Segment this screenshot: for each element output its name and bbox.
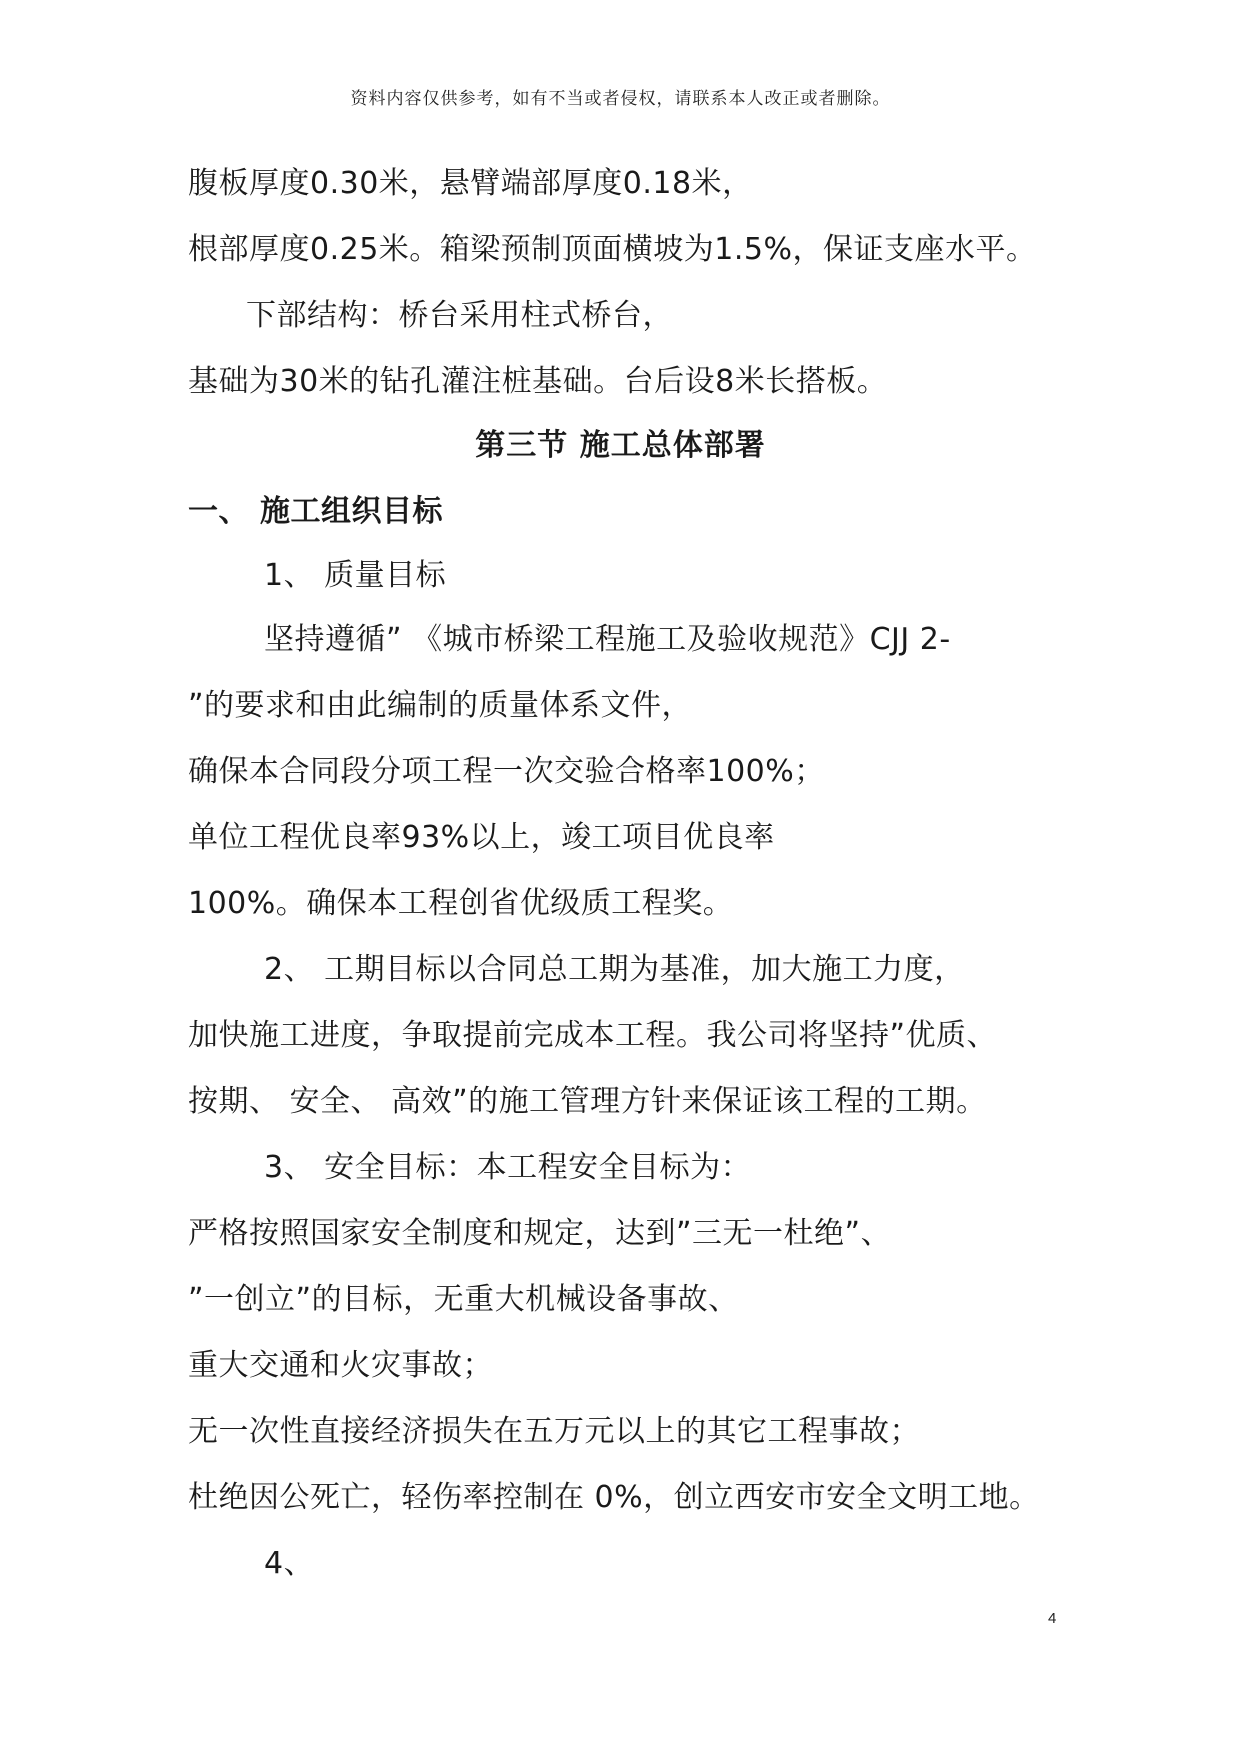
subheading-safety-goal: 3、 安全目标：本工程安全目标为： bbox=[264, 1150, 752, 1185]
body-line-2: 根部厚度0.25米。箱梁预制顶面横坡为1.5%，保证支座水平。 bbox=[188, 232, 1037, 267]
body-line-7: 确保本合同段分项工程一次交验合格率100%； bbox=[188, 754, 825, 789]
body-line-3: 下部结构：桥台采用柱式桥台， bbox=[246, 298, 673, 333]
subheading-item-4: 4、 bbox=[264, 1546, 315, 1581]
body-line-1: 腹板厚度0.30米，悬臂端部厚度0.18米， bbox=[188, 166, 753, 201]
body-line-15: 无一次性直接经济损失在五万元以上的其它工程事故； bbox=[188, 1414, 920, 1449]
heading-construction-goals: 一、 施工组织目标 bbox=[188, 494, 443, 529]
section-title: 第三节 施工总体部署 bbox=[475, 428, 766, 463]
body-line-10: 加快施工进度，争取提前完成本工程。我公司将坚持”优质、 bbox=[188, 1018, 998, 1053]
body-line-11: 按期、 安全、 高效”的施工管理方针来保证该工程的工期。 bbox=[188, 1084, 987, 1119]
body-line-8: 单位工程优良率93%以上，竣工项目优良率 bbox=[188, 820, 775, 855]
body-line-6: ”的要求和由此编制的质量体系文件， bbox=[188, 688, 693, 723]
page-number: 4 bbox=[1048, 1610, 1057, 1627]
body-line-13: ”一创立”的目标，无重大机械设备事故、 bbox=[188, 1282, 739, 1317]
subheading-schedule-goal: 2、 工期目标以合同总工期为基准，加大施工力度， bbox=[264, 952, 965, 987]
body-line-4: 基础为30米的钻孔灌注桩基础。台后设8米长搭板。 bbox=[188, 364, 888, 399]
body-line-16: 杜绝因公死亡，轻伤率控制在 0%，创立西安市安全文明工地。 bbox=[188, 1480, 1040, 1515]
body-line-12: 严格按照国家安全制度和规定，达到”三无一杜绝”、 bbox=[188, 1216, 892, 1251]
subheading-quality-goal: 1、 质量目标 bbox=[264, 558, 447, 593]
body-line-5: 坚持遵循” 《城市桥梁工程施工及验收规范》CJJ 2- bbox=[264, 622, 951, 657]
header-note: 资料内容仅供参考，如有不当或者侵权，请联系本人改正或者删除。 bbox=[350, 89, 891, 109]
body-line-14: 重大交通和火灾事故； bbox=[188, 1348, 493, 1383]
body-line-9: 100%。确保本工程创省优级质工程奖。 bbox=[188, 886, 734, 921]
